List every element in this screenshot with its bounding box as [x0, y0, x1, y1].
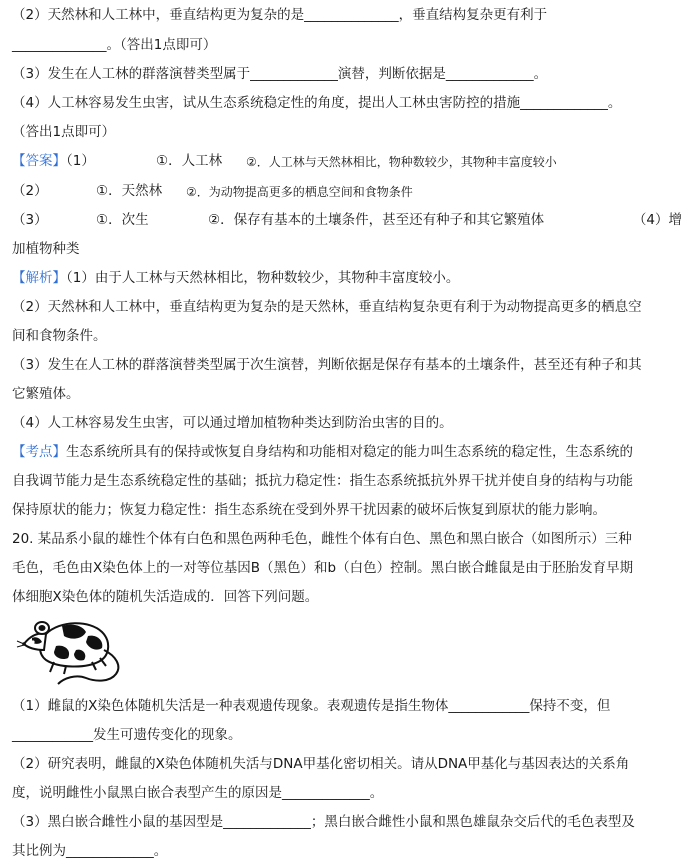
answer-1-a: ①．人工林 — [156, 153, 223, 169]
q20-sub3-line-2: 其比例为_____________。 — [12, 843, 168, 859]
answer-3-b: ②．保存有基本的土壤条件，甚至还有种子和其它繁殖体 — [208, 212, 545, 228]
answer-2-number: （2） — [12, 183, 48, 199]
answer-4-cont: 加植物种类 — [12, 241, 80, 257]
answer-tag: 【答案】 — [12, 153, 66, 169]
analysis-line-2-cont: 间和食物条件。 — [12, 328, 107, 344]
q20-sub1-line-2: ____________发生可遗传变化的现象。 — [12, 727, 242, 743]
q20-line-2: 毛色，毛色由X染色体上的一对等位基因B（黑色）和b（白色）控制。黑白嵌合雌鼠是由于胚胎发育早期 — [12, 560, 634, 576]
answer-line-3 — [12, 211, 682, 229]
analysis-line-2: （2）天然林和人工林中，垂直结构更为复杂的是天然林，垂直结构复杂更有利于为动物提高更多的栖息空 — [12, 299, 642, 315]
answer-4-number: （4）增 — [632, 212, 682, 228]
answer-2-b: ②．为动物提高更多的栖息空间和食物条件 — [186, 185, 413, 199]
analysis-line-3: （3）发生在人工林的群落演替类型属于次生演替，判断依据是保存有基本的土壤条件，甚至还有种子和其 — [12, 357, 642, 373]
q-line-4: （4）人工林容易发生虫害，试从生态系统稳定性的角度，提出人工林虫害防控的措施_____________。 — [12, 95, 622, 111]
q20-sub2-line-2: 度，说明雌性小鼠黑白嵌合表型产生的原因是_____________。 — [12, 785, 384, 801]
q20-sub1-line-1: （1）雌鼠的X染色体随机失活是一种表观遗传现象。表观遗传是指生物体____________保持不变，但 — [12, 698, 611, 714]
mouse-illustration-icon — [16, 612, 128, 688]
keypoint-line-2: 自我调节能力是生态系统稳定性的基础；抵抗力稳定性：指生态系统抵抗外界干扰并使自身的结构与功能 — [12, 473, 633, 489]
analysis-line-3-cont: 它繁殖体。 — [12, 386, 80, 402]
q20-sub3-line-1: （3）黑白嵌合雌性小鼠的基因型是_____________；黑白嵌合雌性小鼠和黑色雄鼠杂交后代的毛色表型及 — [12, 814, 635, 830]
q20-line-1: 20. 某品系小鼠的雄性个体有白色和黑色两种毛色，雌性个体有白色、黑色和黑白嵌合（如图所示）三种 — [12, 531, 632, 547]
q20-sub2-line-1: （2）研究表明，雌鼠的X染色体随机失活与DNA甲基化密切相关。请从DNA甲基化与基因表达的关系角 — [12, 756, 630, 772]
analysis-tag: 【解析】 — [12, 270, 66, 286]
answer-1-number: （1） — [66, 153, 95, 169]
keypoint-tag: 【考点】 — [12, 444, 66, 460]
answer-3-number: （3） — [12, 212, 48, 228]
q-line-4-cont: （答出1点即可） — [12, 124, 116, 140]
q-line-3: （3）发生在人工林的群落演替类型属于_____________演替，判断依据是_____________。 — [12, 66, 548, 82]
analysis-1-text: （1）由于人工林与天然林相比，物种数较少，其物种丰富度较小。 — [66, 270, 460, 286]
answer-3-a: ①．次生 — [96, 212, 149, 228]
answer-1-b: ②．人工林与天然林相比，物种数较少，其物种丰富度较小 — [246, 155, 557, 169]
keypoint-1-text: 生态系统所具有的保持或恢复自身结构和功能相对稳定的能力叫生态系统的稳定性，生态系统的 — [66, 444, 633, 460]
analysis-line-1 — [12, 269, 459, 287]
answer-line-1 — [12, 152, 557, 170]
answer-2-a: ①．天然林 — [96, 183, 163, 199]
analysis-line-4: （4）人工林容易发生虫害，可以通过增加植物种类达到防治虫害的目的。 — [12, 415, 453, 431]
q-line-2: （2）天然林和人工林中，垂直结构更为复杂的是______________，垂直结构复杂更有利于 — [12, 7, 548, 23]
q-line-2-cont: ______________。（答出1点即可） — [12, 37, 217, 53]
q20-line-3: 体细胞X染色体的随机失活造成的．回答下列问题。 — [12, 589, 319, 605]
keypoint-line-1 — [12, 443, 633, 461]
keypoint-line-3: 保持原状的能力；恢复力稳定性：指生态系统在受到外界干扰因素的破坏后恢复到原状的能力影响。 — [12, 502, 606, 518]
answer-line-2 — [12, 182, 413, 200]
